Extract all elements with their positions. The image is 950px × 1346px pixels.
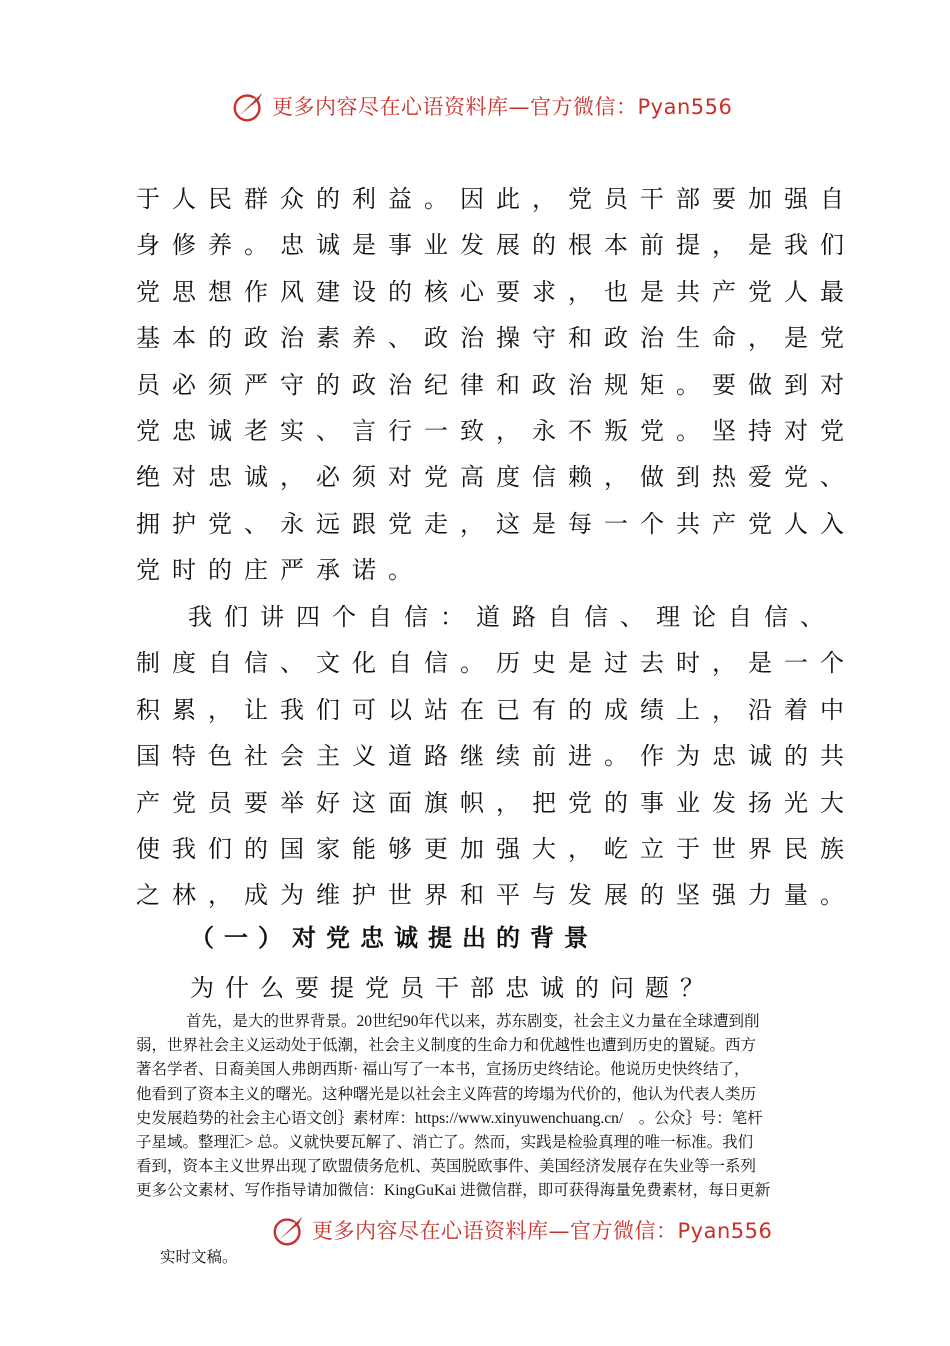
text-line: 使我们的国家能够更加强大，屹立于世界民族 [136, 835, 856, 864]
header-banner [230, 86, 732, 126]
header-slogan: 更多内容尽在心语资料库—官方微信：Pyan556 [272, 95, 733, 119]
text-line: 弱，世界社会主义运动处于低潮，社会主义制度的生命力和优越性也遭到历史的置疑。西方 [136, 1037, 757, 1055]
text-line: 看到，资本主义世界出现了欧盟债务危机、英国脱欧事件、美国经济发展存在失业等一系列 [136, 1158, 757, 1176]
text-line: 子星域。整理汇> 总。义就快要瓦解了、消亡了。然而，实践是检验真理的唯一标准。我们 [136, 1134, 754, 1152]
text-line: 于人民群众的利益。因此，党员干部要加强自 [136, 185, 856, 213]
text-line: 绝对忠诚，必须对党高度信赖，做到热爱党、 [136, 463, 856, 492]
text-line: 制度自信、文化自信。历史是过去时，是一个 [136, 649, 856, 678]
text-line: 之林，成为维护世界和平与发展的坚强力量。 [136, 881, 856, 910]
small-paragraph [136, 1010, 826, 1204]
text-line: 产党员要举好这面旗帜，把党的事业发扬光大 [136, 788, 856, 817]
paragraph-1 [136, 176, 856, 594]
text-line: 国特色社会主义道路继续前进。作为忠诚的共 [136, 742, 856, 771]
text-line: 首先，是大的世界背景。20世纪90年代以来，苏东剧变，社会主义力量在全球遭到削 [186, 1013, 760, 1030]
paragraph-2 [136, 594, 856, 919]
tail-text: 实时文稿。 [160, 1249, 238, 1266]
footer-banner [270, 1210, 772, 1250]
quill-logo-icon [230, 87, 268, 125]
footer-slogan: 更多内容尽在心语资料库—官方微信：Pyan556 [312, 1219, 773, 1243]
quill-logo-icon [270, 1211, 308, 1249]
text-line: 基本的政治素养、政治操守和政治生命，是党 [136, 324, 856, 353]
text-line: 著名学者、日裔美国人弗朗西斯· 福山写了一本书，宣扬历史终结论。他说历史快终结了， [136, 1061, 750, 1079]
text-line: 身修养。忠诚是事业发展的根本前提，是我们 [136, 231, 856, 260]
question-line: 为什么要提党员干部忠诚的问题？ [190, 974, 715, 1002]
text-line: 他看到了资本主义的曙光。这种曙光是以社会主义阵营的垮塌为代价的，他认为代表人类历 [136, 1085, 757, 1103]
text-line: 我们讲四个自信：道路自信、理论自信、 [188, 603, 836, 631]
text-line: 党忠诚老实、言行一致，永不叛党。坚持对党 [136, 417, 856, 446]
text-line: 党时的庄严承诺。 [136, 556, 424, 585]
text-line: 更多公文素材、写作指导请加微信：KingGuKai 进微信群，即可获得海量免费素材，每日更新 [136, 1182, 771, 1200]
text-line: 拥护党、永远跟党走，这是每一个共产党人入 [136, 509, 856, 538]
text-line: 员必须严守的政治纪律和政治规矩。要做到对 [136, 370, 856, 399]
text-line: 积累，让我们可以站在已有的成绩上，沿着中 [136, 695, 856, 724]
text-line: 党思想作风建设的核心要求，也是共产党人最 [136, 277, 856, 306]
section-heading: （一）对党忠诚提出的背景 [190, 924, 598, 952]
text-line: 史发展趋势的社会主心语文创｝素材库：https://www.xinyuwenchuang.cn/ 。公众｝号：笔杆 [136, 1109, 763, 1127]
